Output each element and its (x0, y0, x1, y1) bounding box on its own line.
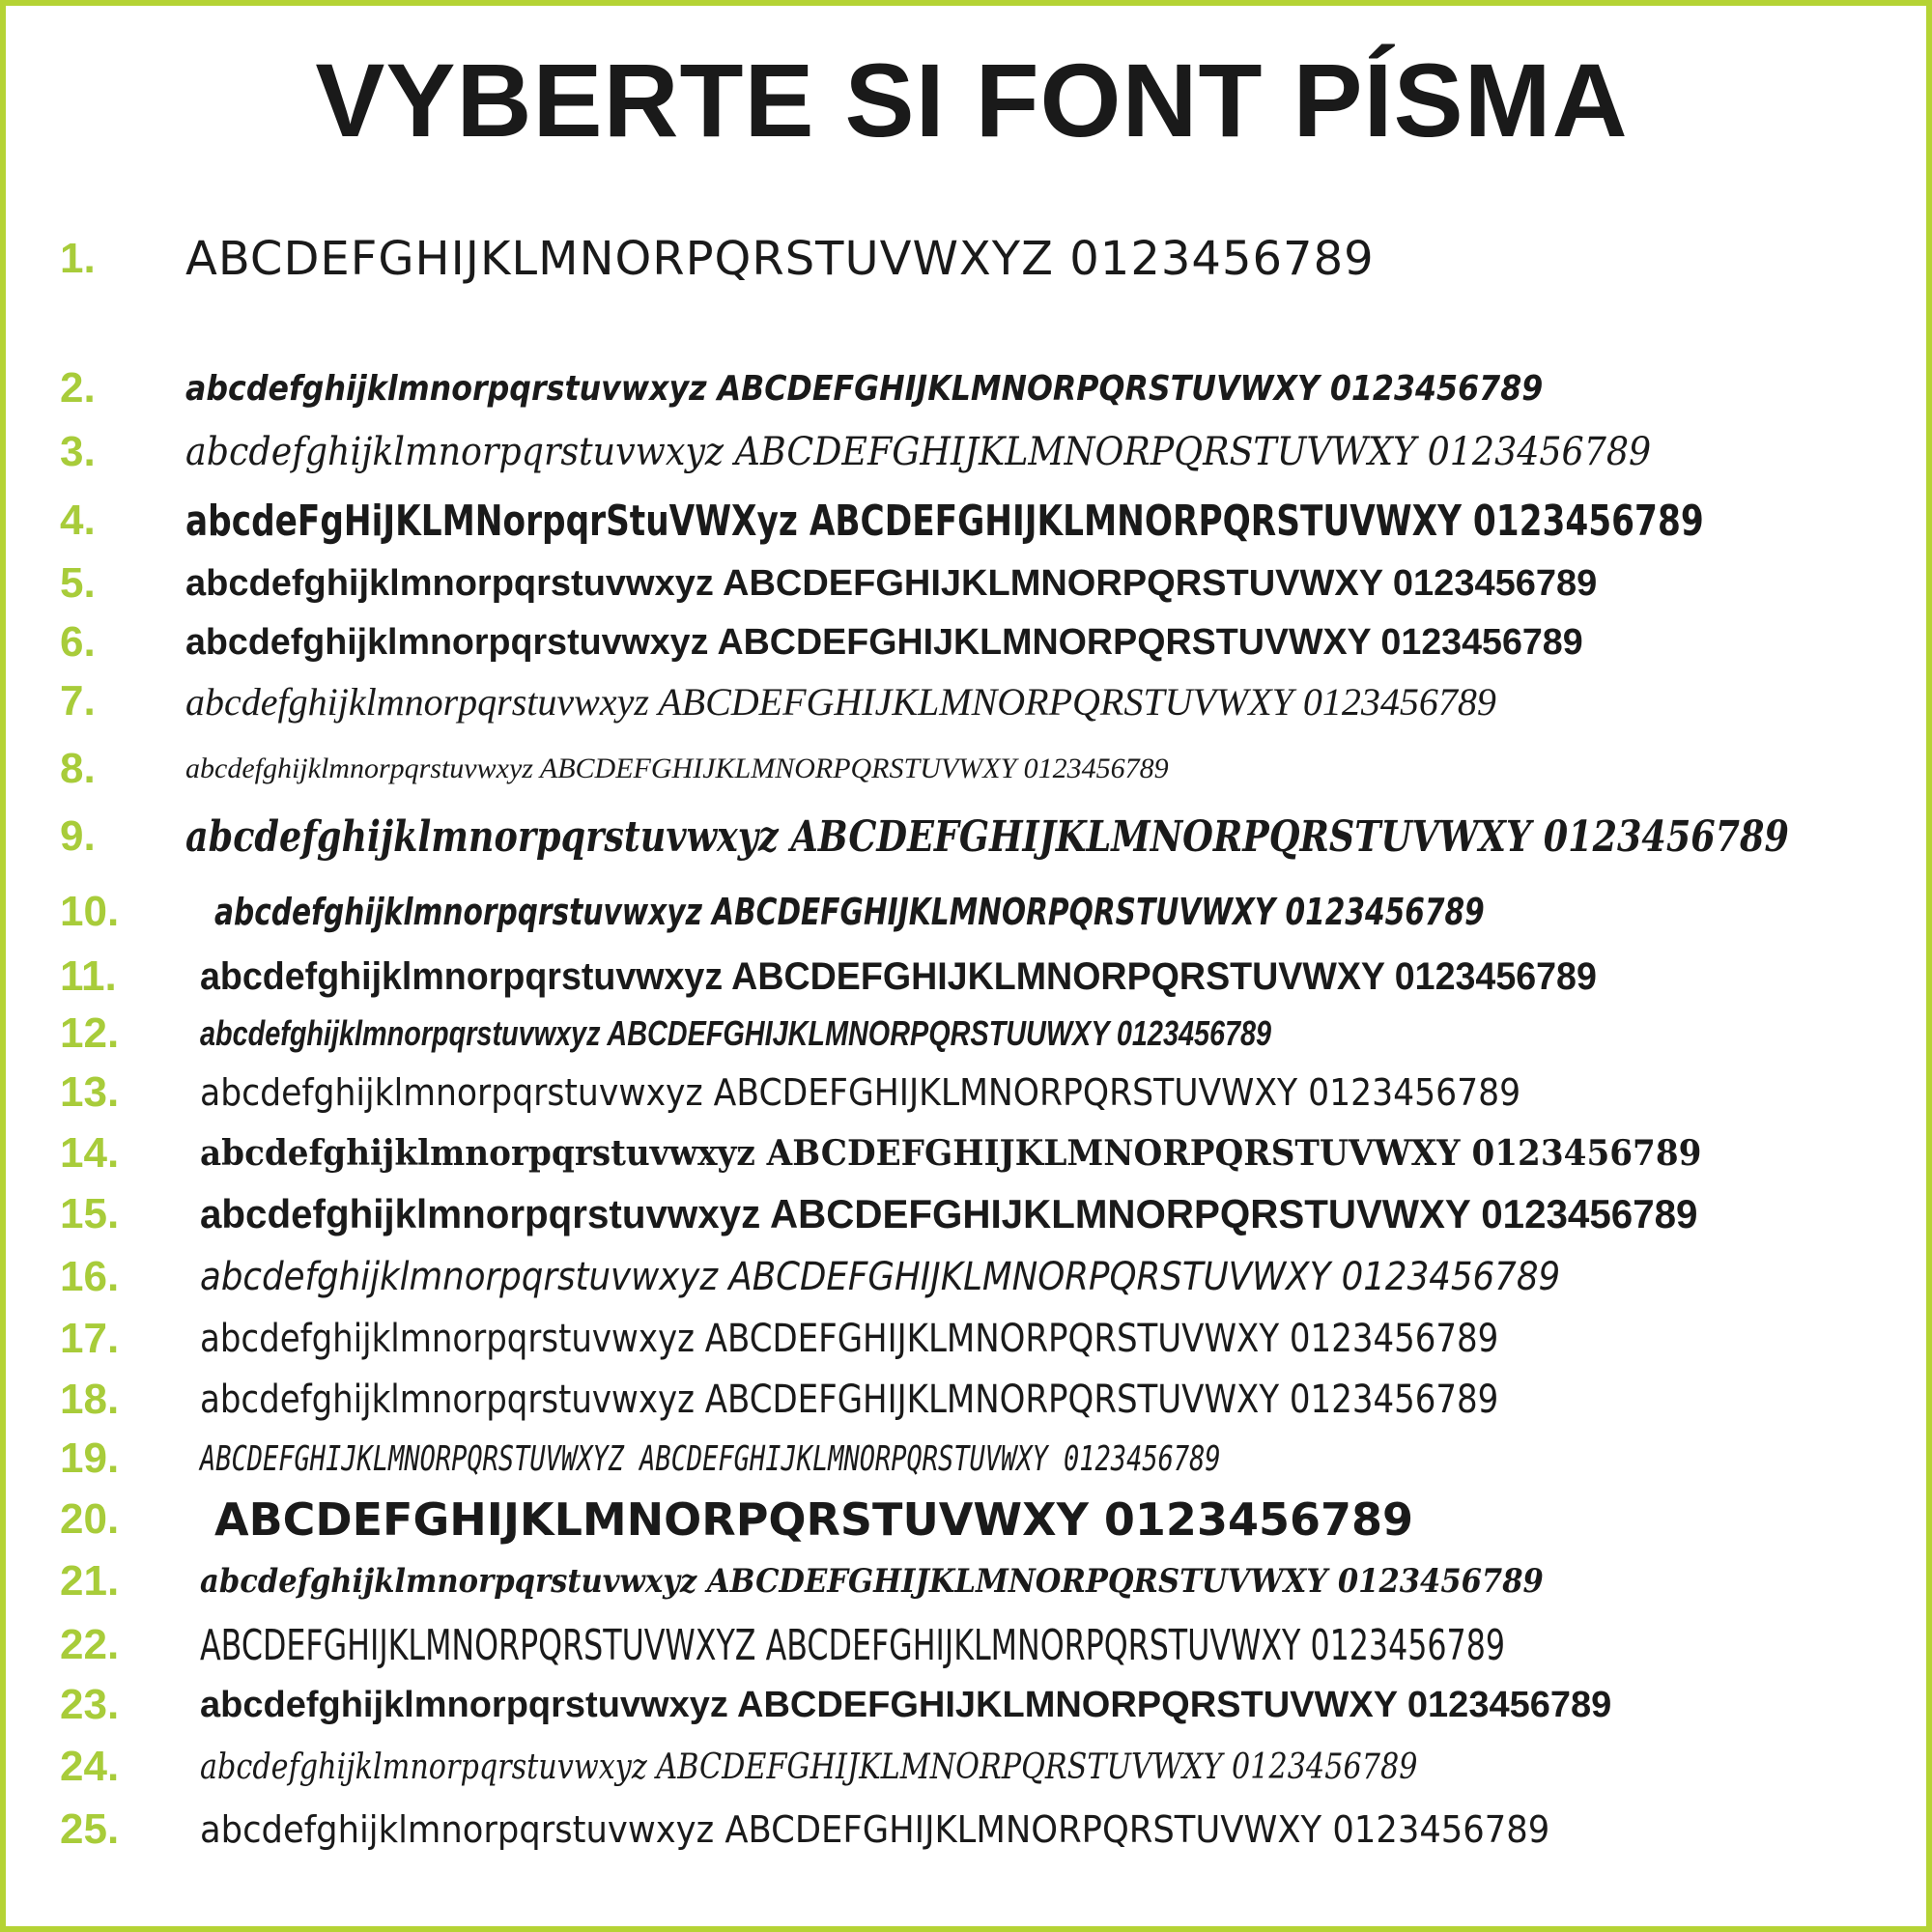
font-row-25 (60, 1801, 1651, 1859)
font-number: 8. (60, 745, 96, 792)
font-number: 4. (60, 497, 96, 544)
font-number: 18. (60, 1376, 120, 1423)
font-number: 22. (60, 1621, 120, 1668)
font-number: 23. (60, 1681, 120, 1728)
font-row-18 (60, 1371, 1727, 1429)
font-row-24 (60, 1738, 1650, 1796)
font-number: 5. (60, 559, 96, 607)
font-row-21 (60, 1552, 1692, 1610)
font-row-13 (60, 1064, 1651, 1122)
font-sample: abcdefghijklmnorpqrstuvwxyz ABCDEFGHIJKLMNORPQRSTUVWXY 0123456789 (200, 1808, 1550, 1851)
font-number: 7. (60, 677, 96, 724)
font-row-1 (60, 230, 1375, 288)
font-sample: abcdeFgHiJKLMNorpqrStuVWXyz ABCDEFGHIJKLMNORPQRSTUVWXY 0123456789 (185, 496, 1704, 546)
font-sample: abcdefghijklmnorpqrstuvwxyz ABCDEFGHIJKLMNORPQRSTUVWXY 0123456789 (185, 811, 1789, 862)
font-row-19 (60, 1430, 1561, 1488)
font-sample: abcdefghijklmnorpqrstuvwxyz ABCDEFGHIJKLMNORPQRSTUVWXY 0123456789 (200, 1562, 1544, 1601)
font-row-22 (60, 1616, 1932, 1674)
font-row-3 (60, 423, 1796, 481)
font-number: 19. (60, 1435, 120, 1482)
font-sample: abcdefghijklmnorpqrstuvwxyz ABCDEFGHIJKLMNORPQRSTUVWXY 0123456789 (200, 1255, 1561, 1299)
font-number: 9. (60, 812, 96, 860)
font-row-9 (60, 808, 1932, 866)
font-row-8 (60, 740, 1169, 798)
font-sample: abcdefghijklmnorpqrstuvwxyz ABCDEFGHIJKLMNORPQRSTUVWXY 0123456789 (214, 891, 1485, 933)
font-row-10 (60, 883, 1843, 941)
font-row-4 (60, 492, 1932, 550)
font-row-11 (60, 948, 1686, 1006)
font-sample: abcdefghijklmnorpqrstuvwxyz ABCDEFGHIJKLMNORPQRSTUVWXY 0123456789 (185, 562, 1598, 604)
page-title: VYBERTE SI FONT PÍSMA (315, 42, 1629, 158)
font-sample: abcdefghijklmnorpqrstuvwxyz ABCDEFGHIJKLMNORPQRSTUVWXY 0123456789 (200, 1133, 1702, 1174)
font-number: 1. (60, 235, 96, 282)
font-row-6 (60, 613, 1597, 671)
font-number: 24. (60, 1743, 120, 1790)
font-sample: abcdefghijklmnorpqrstuvwxyz ABCDEFGHIJKLMNORPQRSTUVWXY 0123456789 (200, 1317, 1499, 1361)
font-number: 12. (60, 1009, 120, 1057)
font-sample: abcdefghijklmnorpqrstuvwxyz ABCDEFGHIJKLMNORPQRSTUUWXY 0123456789 (200, 1013, 1272, 1053)
font-sample: abcdefghijklmnorpqrstuvwxyz ABCDEFGHIJKLMNORPQRSTUVWXY 0123456789 (185, 679, 1496, 724)
font-sample: abcdefghijklmnorpqrstuvwxyz ABCDEFGHIJKLMNORPQRSTUVWXY 0123456789 (185, 753, 1169, 784)
font-number: 20. (60, 1495, 120, 1543)
font-sample: abcdefghijklmnorpqrstuvwxyz ABCDEFGHIJKLMNORPQRSTUVWXY 0123456789 (200, 954, 1597, 998)
font-sample: abcdefghijklmnorpqrstuvwxyz ABCDEFGHIJKLMNORPQRSTUVWXY 0123456789 (185, 430, 1652, 474)
font-number: 17. (60, 1315, 120, 1362)
font-row-17 (60, 1310, 1727, 1368)
font-sample: ABCDEFGHIJKLMNORPQRSTUVWXY 0123456789 (214, 1493, 1413, 1546)
font-number: 2. (60, 364, 96, 412)
font-row-5 (60, 554, 1597, 612)
font-sample: abcdefghijklmnorpqrstuvwxyz ABCDEFGHIJKLMNORPQRSTUVWXY 0123456789 (200, 1071, 1521, 1114)
font-number: 21. (60, 1557, 120, 1605)
font-row-14 (60, 1124, 1780, 1182)
font-sample: abcdefghijklmnorpqrstuvwxyz ABCDEFGHIJKLMNORPQRSTUVWXY 0123456789 (185, 368, 1544, 409)
font-number: 6. (60, 618, 96, 666)
font-sample: ABCDEFGHIJKLMNORPQRSTUVWXYZ ABCDEFGHIJKLMNORPQRSTUVWXY 0123456789 (200, 1620, 1506, 1670)
font-number: 15. (60, 1190, 120, 1237)
font-number: 11. (60, 952, 117, 1000)
font-number: 10. (60, 888, 120, 935)
font-sample: abcdefghijklmnorpqrstuvwxyz ABCDEFGHIJKLMNORPQRSTUVWXY 0123456789 (200, 1378, 1499, 1422)
font-sample: abcdefghijklmnorpqrstuvwxyz ABCDEFGHIJKLMNORPQRSTUVWXY 0123456789 (200, 1191, 1698, 1236)
font-row-2 (60, 359, 1728, 417)
font-number: 25. (60, 1805, 120, 1853)
font-number: 14. (60, 1129, 120, 1177)
font-number: 16. (60, 1253, 120, 1300)
font-sample: abcdefghijklmnorpqrstuvwxyz ABCDEFGHIJKLMNORPQRSTUVWXY 0123456789 (200, 1747, 1418, 1787)
font-number: 3. (60, 428, 96, 475)
font-row-15 (60, 1185, 1760, 1243)
font-sample: abcdefghijklmnorpqrstuvwxyz ABCDEFGHIJKLMNORPQRSTUVWXY 0123456789 (185, 621, 1583, 663)
font-row-23 (60, 1676, 1611, 1734)
font-number: 13. (60, 1068, 120, 1116)
font-row-20 (60, 1491, 1413, 1548)
font-row-12 (60, 1005, 1539, 1063)
font-row-7 (60, 672, 1496, 730)
font-sample: abcdefghijklmnorpqrstuvwxyz ABCDEFGHIJKLMNORPQRSTUVWXY 0123456789 (200, 1684, 1612, 1725)
font-row-16 (60, 1248, 1728, 1306)
font-sample: ABCDEFGHIJKLMNORPQRSTUVWXYZ 0123456789 (185, 232, 1375, 286)
font-sample: ABCDEFGHIJKLMNORPQRSTUVWXYZ ABCDEFGHIJKLMNORPQRSTUVWXY 0123456789 (200, 1438, 1221, 1479)
